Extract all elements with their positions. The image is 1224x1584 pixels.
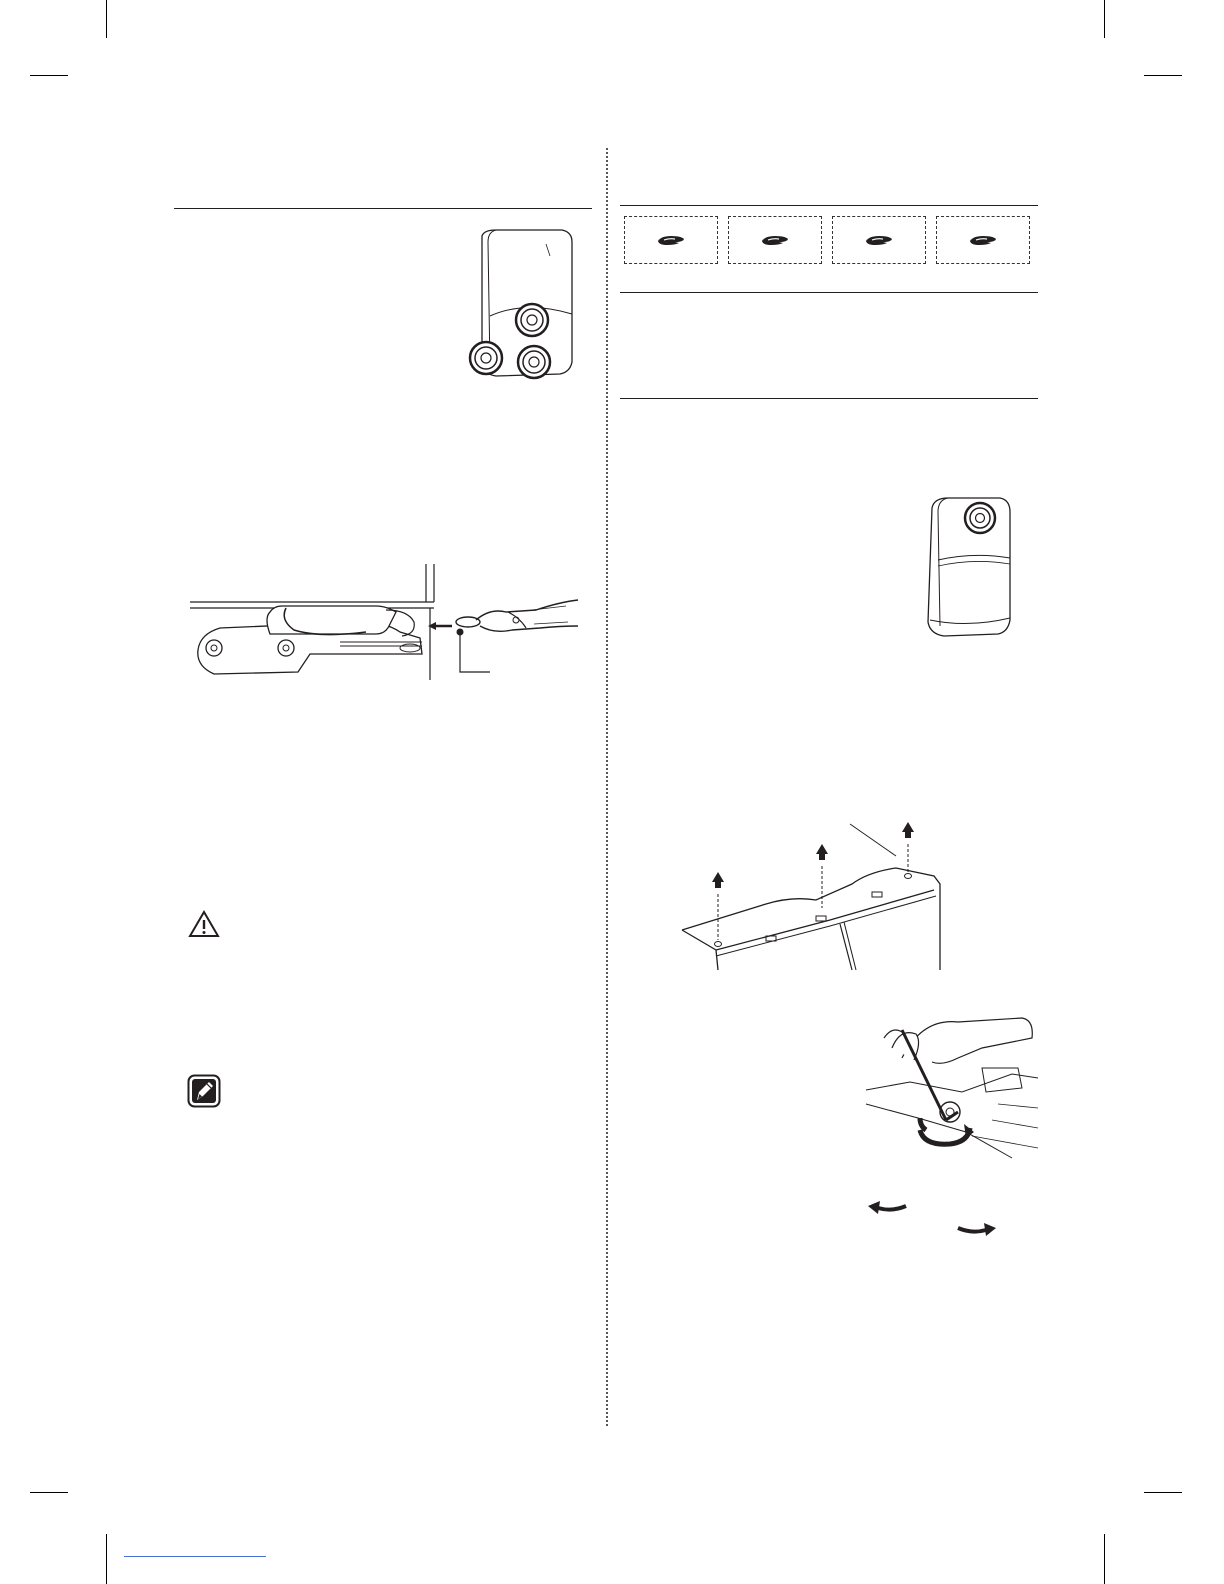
top-cover-screws-figure bbox=[676, 820, 946, 972]
warning-triangle-icon bbox=[188, 910, 220, 938]
crop-mark bbox=[106, 0, 107, 38]
allen-wrench-adjustment-figure bbox=[862, 1008, 1038, 1164]
crop-mark bbox=[106, 1534, 107, 1584]
crop-mark bbox=[30, 75, 68, 76]
section-rule bbox=[174, 208, 592, 209]
fridge-hinge-locations-figure bbox=[466, 228, 578, 384]
washer-clip-icon bbox=[863, 233, 895, 247]
screw-1 bbox=[712, 872, 724, 947]
crop-mark bbox=[1144, 75, 1182, 76]
rotate-left-arrow-icon bbox=[866, 1196, 908, 1216]
section-rule bbox=[620, 292, 1038, 293]
fridge-top-hinge-location-figure bbox=[918, 494, 1018, 644]
parts-box bbox=[936, 216, 1030, 264]
crop-mark bbox=[1104, 0, 1105, 38]
hinge-callout-circle bbox=[516, 304, 548, 336]
footer-link-underline bbox=[124, 1556, 266, 1557]
column-divider bbox=[606, 148, 608, 1426]
hinge-pliers-detail-figure bbox=[190, 562, 580, 684]
crop-mark bbox=[1144, 1492, 1182, 1493]
parts-box bbox=[728, 216, 822, 264]
screw-2 bbox=[816, 844, 828, 908]
parts-box bbox=[624, 216, 718, 264]
crop-mark bbox=[30, 1492, 68, 1493]
rotate-right-arrow-icon bbox=[956, 1218, 998, 1238]
note-pencil-icon bbox=[187, 1074, 221, 1108]
section-rule bbox=[620, 205, 1038, 206]
washer-clip-icon bbox=[759, 233, 791, 247]
section-rule bbox=[620, 398, 1038, 399]
crop-mark bbox=[1104, 1534, 1105, 1584]
washer-clip-icon bbox=[967, 233, 999, 247]
washer-clip-icon bbox=[655, 233, 687, 247]
parts-box bbox=[832, 216, 926, 264]
